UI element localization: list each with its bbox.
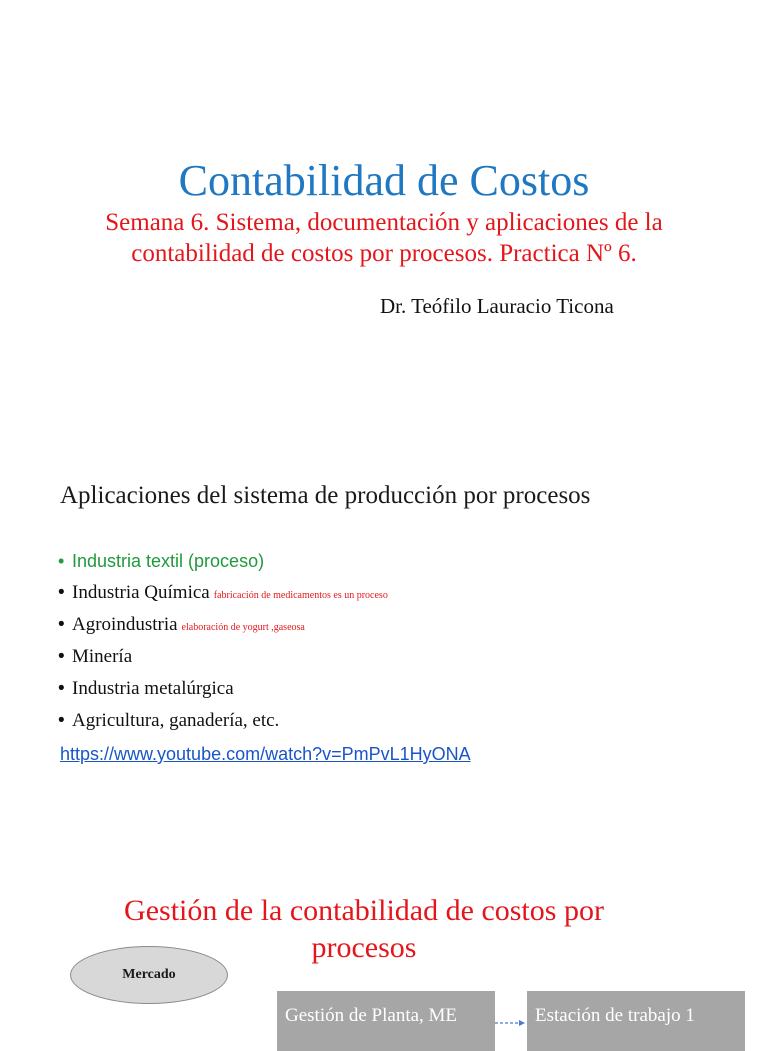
item-text: Industria Química <box>72 582 210 603</box>
bullet-icon: • <box>58 710 65 731</box>
title-slide <box>0 0 768 420</box>
bullet-icon: • <box>58 678 65 699</box>
item-text: Agricultura, ganadería, etc. <box>72 710 280 731</box>
item-text: Agroindustria <box>72 614 178 635</box>
oval-label: Mercado <box>122 967 176 982</box>
bullet-icon: • <box>58 646 65 667</box>
list-item <box>58 641 388 673</box>
list-item <box>58 545 388 577</box>
heading-line-1: Gestión de la contabilidad de costos por <box>124 894 604 927</box>
subtitle-line-1: Semana 6. Sistema, documentación y aplicaciones de la <box>105 209 663 236</box>
item-text: Industria metalúrgica <box>72 678 234 699</box>
plant-management-box <box>277 991 495 1051</box>
list-item <box>58 609 388 641</box>
process-management-slide <box>0 840 768 1024</box>
youtube-link[interactable]: https://www.youtube.com/watch?v=PmPvL1HyONA <box>60 744 471 764</box>
author-name: Dr. Teófilo Lauracio Ticona <box>380 294 614 318</box>
bullet-icon: • <box>58 551 65 571</box>
workstation-box <box>527 991 745 1051</box>
dashed-arrow-icon <box>495 1018 525 1028</box>
applications-slide <box>0 420 768 840</box>
bullet-icon: • <box>58 582 65 603</box>
list-item <box>58 577 388 609</box>
box-label: Estación de trabajo 1 <box>535 1005 695 1026</box>
subtitle-line-2: contabilidad de costos por procesos. Practica Nº 6. <box>131 240 637 267</box>
list-item <box>58 673 388 705</box>
slide-subtitle <box>40 207 728 269</box>
market-oval <box>70 946 228 1004</box>
item-note: fabricación de medicamentos es un proceso <box>213 590 388 601</box>
applications-list <box>58 545 388 737</box>
box-label: Gestión de Planta, ME <box>285 1005 458 1026</box>
heading-line-2: procesos <box>311 931 417 964</box>
item-text: Industria textil (proceso) <box>72 551 265 571</box>
slide-heading: Aplicaciones del sistema de producción por procesos <box>60 482 591 509</box>
item-note: elaboración de yogurt ,gaseosa <box>181 622 305 633</box>
item-text: Minería <box>72 646 133 667</box>
list-item <box>58 705 388 737</box>
bullet-icon: • <box>58 614 65 635</box>
slide-title: Contabilidad de Costos <box>178 156 590 205</box>
